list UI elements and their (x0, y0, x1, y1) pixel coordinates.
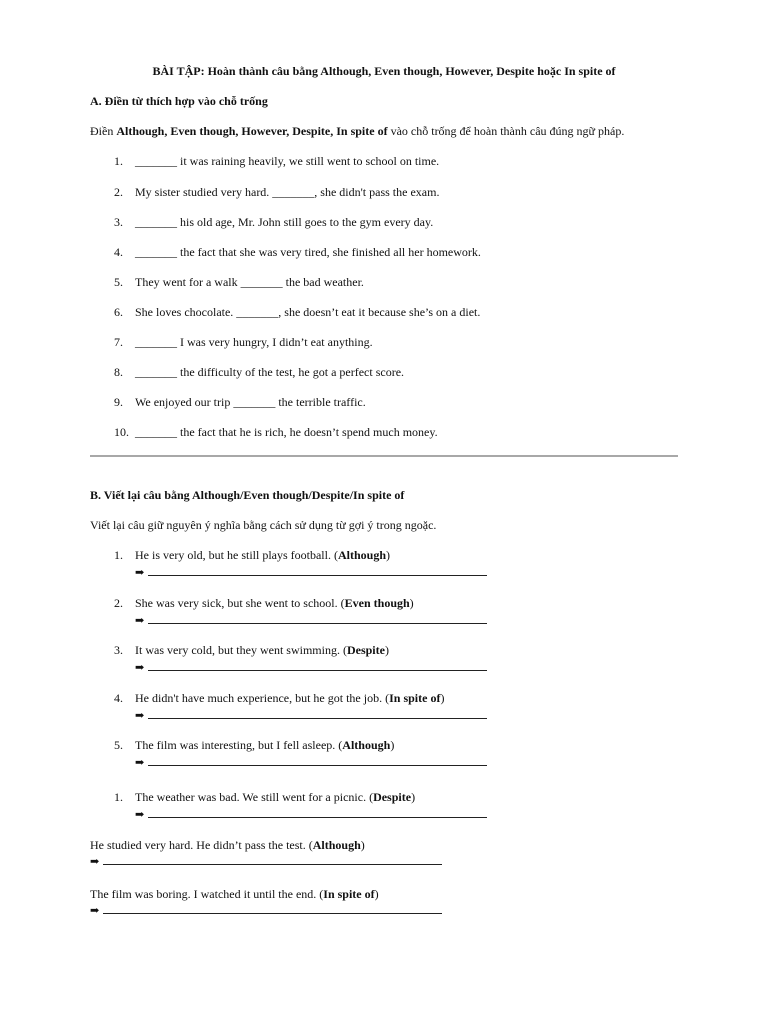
answer-row (135, 807, 487, 822)
item-text (135, 691, 444, 706)
item-text (135, 738, 394, 753)
item-hint: Despite (346, 643, 385, 657)
item-text (135, 596, 414, 611)
section-a-heading: A. Điền từ thích hợp vào chỗ trống (90, 94, 268, 108)
item-close: ) (390, 738, 395, 752)
answer-row (135, 708, 487, 723)
item-text: _______ his old age, Mr. John still goes to the gym every day. (135, 215, 434, 229)
answer-row (135, 660, 487, 675)
item-text (135, 790, 415, 805)
item-text: They went for a walk _______ the bad weather. (135, 275, 364, 289)
arrow-right-icon: ➡ (90, 905, 100, 917)
item-number: 8. (114, 365, 123, 379)
answer-line[interactable] (148, 709, 487, 719)
item-sentence: It was very cold, but they went swimming. ( (135, 643, 347, 657)
answer-row (135, 613, 487, 628)
arrow-right-icon: ➡ (135, 710, 145, 722)
item-number: 3. (114, 215, 123, 229)
item-text: My sister studied very hard. _______, she didn't pass the exam. (135, 185, 440, 199)
arrow-right-icon: ➡ (135, 757, 145, 769)
answer-line[interactable] (148, 661, 487, 671)
answer-row (90, 854, 442, 869)
item-number: 4. (114, 245, 123, 259)
section-b-heading: B. Viết lại câu bằng Although/Even though/Despite/In spite of (90, 488, 405, 502)
arrow-right-icon: ➡ (135, 567, 145, 579)
item-hint: Although (342, 738, 391, 752)
item-sentence: The film was interesting, but I fell asleep. ( (135, 738, 343, 752)
item-text (135, 643, 389, 658)
item-sentence: He didn't have much experience, but he got the job. ( (135, 691, 390, 705)
instruction-post: vào chỗ trống để hoàn thành câu đúng ngữ pháp. (387, 124, 625, 138)
answer-line[interactable] (148, 566, 487, 576)
item-hint: In spite of (323, 887, 375, 901)
item-number: 4. (114, 691, 123, 705)
section-b-instruction: Viết lại câu giữ nguyên ý nghĩa bằng cách sử dụng từ gợi ý trong ngoặc. (90, 518, 437, 532)
item-hint: Although (312, 838, 361, 852)
item-sentence: She was very sick, but she went to school. ( (135, 596, 345, 610)
arrow-right-icon: ➡ (135, 662, 145, 674)
instruction-pre: Điền (90, 124, 117, 138)
item-number: 1. (114, 154, 123, 168)
item-text: _______ it was raining heavily, we still went to school on time. (135, 154, 440, 168)
item-sentence: The film was boring. I watched it until the end. ( (90, 887, 324, 901)
answer-line[interactable] (148, 614, 487, 624)
item-hint: Although (337, 548, 386, 562)
answer-line[interactable] (103, 855, 442, 865)
item-number: 9. (114, 395, 123, 409)
item-text: She loves chocolate. _______, she doesn’t eat it because she’s on a diet. (135, 305, 481, 319)
answer-row (135, 565, 487, 580)
section-divider (90, 455, 678, 457)
item-number: 7. (114, 335, 123, 349)
item-sentence: The weather was bad. We still went for a picnic. ( (135, 790, 374, 804)
answer-row (135, 755, 487, 770)
answer-line[interactable] (148, 808, 487, 818)
item-text (135, 548, 390, 563)
item-number: 1. (114, 790, 123, 804)
item-sentence: He studied very hard. He didn’t pass the test. ( (90, 838, 313, 852)
item-text: _______ the fact that he is rich, he doesn’t spend much money. (135, 425, 438, 439)
item-close: ) (384, 643, 389, 657)
item-text (90, 838, 365, 853)
arrow-right-icon: ➡ (135, 809, 145, 821)
item-close: ) (411, 790, 416, 804)
page-title: BÀI TẬP: Hoàn thành câu bằng Although, Even though, However, Despite hoặc In spite of (152, 64, 616, 78)
item-number: 2. (114, 596, 123, 610)
item-number: 10. (114, 425, 129, 439)
arrow-right-icon: ➡ (90, 856, 100, 868)
item-number: 5. (114, 275, 123, 289)
item-text: We enjoyed our trip _______ the terrible traffic. (135, 395, 366, 409)
section-a-instruction (90, 124, 624, 139)
arrow-right-icon: ➡ (135, 615, 145, 627)
item-number: 3. (114, 643, 123, 657)
item-sentence: He is very old, but he still plays football. ( (135, 548, 338, 562)
item-text: _______ the difficulty of the test, he got a perfect score. (135, 365, 405, 379)
item-hint: In spite of (389, 691, 441, 705)
item-close: ) (386, 548, 390, 562)
item-text: _______ the fact that she was very tired, she finished all her homework. (135, 245, 481, 259)
item-number: 2. (114, 185, 123, 199)
item-close: ) (440, 691, 445, 705)
item-text (90, 887, 379, 902)
item-close: ) (360, 838, 365, 852)
answer-line[interactable] (103, 904, 442, 914)
item-hint: Despite (373, 790, 412, 804)
item-number: 6. (114, 305, 123, 319)
answer-row (90, 903, 442, 918)
item-text: _______ I was very hungry, I didn’t eat anything. (135, 335, 373, 349)
item-number: 5. (114, 738, 123, 752)
item-hint: Even though (344, 596, 410, 610)
item-close: ) (374, 887, 379, 901)
answer-line[interactable] (148, 756, 487, 766)
instruction-keywords: Although, Even though, However, Despite, In spite of (116, 124, 388, 138)
item-number: 1. (114, 548, 123, 562)
item-close: ) (409, 596, 414, 610)
